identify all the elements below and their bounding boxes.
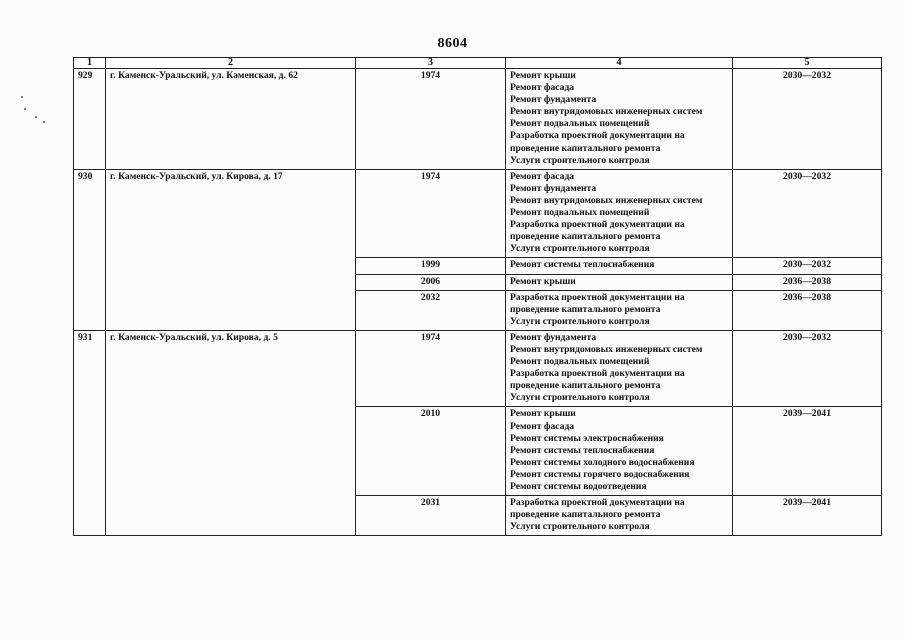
year-cell: 2006 <box>356 274 506 290</box>
work-item: Ремонт фасада <box>510 82 575 94</box>
table-row <box>74 69 882 170</box>
building-address: г. Каменск-Уральский, ул. Каменская, д. 62 <box>106 69 356 170</box>
works-cell <box>506 407 733 496</box>
work-item: Ремонт подвальных помещений <box>510 356 650 368</box>
works-cell <box>506 330 733 407</box>
work-item: Разработка проектной документации на <box>510 497 685 509</box>
period-cell: 2036—2038 <box>733 290 882 330</box>
column-header: 2 <box>106 58 356 69</box>
work-item: Ремонт фундамента <box>510 331 597 343</box>
year-cell: 2031 <box>356 496 506 536</box>
work-item: Ремонт системы холодного водоснабжения <box>510 456 695 468</box>
column-header: 5 <box>733 58 882 69</box>
work-item: Ремонт крыши <box>510 408 576 420</box>
building-address: г. Каменск-Уральский, ул. Кирова, д. 17 <box>106 169 356 330</box>
year-cell: 1999 <box>356 258 506 274</box>
works-cell <box>506 290 733 330</box>
year-cell: 1974 <box>356 169 506 258</box>
works-cell <box>506 258 733 274</box>
work-item: Услуги строительного контроля <box>510 315 650 327</box>
scan-speck <box>43 121 45 123</box>
work-item: проведение капитального ремонта <box>510 142 661 154</box>
row-number: 931 <box>74 330 106 536</box>
works-cell <box>506 496 733 536</box>
period-cell: 2039—2041 <box>733 496 882 536</box>
work-item: Ремонт фундамента <box>510 94 597 106</box>
work-item: Ремонт системы горячего водоснабжения <box>510 468 690 480</box>
work-item: Ремонт системы теплоснабжения <box>510 259 655 271</box>
work-item: Ремонт внутридомовых инженерных систем <box>510 106 703 118</box>
period-cell: 2030—2032 <box>733 169 882 258</box>
table-body <box>74 69 882 536</box>
work-item: Услуги строительного контроля <box>510 154 650 166</box>
work-item: Разработка проектной документации на <box>510 368 685 380</box>
work-item: Услуги строительного контроля <box>510 392 650 404</box>
year-cell: 1974 <box>356 69 506 170</box>
work-item: проведение капитального ремонта <box>510 380 661 392</box>
work-item: Ремонт внутридомовых инженерных систем <box>510 343 703 355</box>
row-number: 929 <box>74 69 106 170</box>
column-number-row <box>74 58 882 69</box>
work-item: Ремонт внутридомовых инженерных систем <box>510 194 703 206</box>
work-item: Ремонт крыши <box>510 70 576 81</box>
period-cell: 2030—2032 <box>733 258 882 274</box>
scan-speck <box>35 116 37 118</box>
repair-schedule-table <box>73 57 882 536</box>
works-cell <box>506 274 733 290</box>
period-cell: 2036—2038 <box>733 274 882 290</box>
work-item: Разработка проектной документации на <box>510 219 685 231</box>
period-cell: 2030—2032 <box>733 69 882 170</box>
work-item: Ремонт фундамента <box>510 182 597 194</box>
work-item: Ремонт крыши <box>510 275 576 287</box>
table-row <box>74 169 882 258</box>
work-item: Ремонт системы электроснабжения <box>510 432 664 444</box>
work-item: проведение капитального ремонта <box>510 303 661 315</box>
scan-speck <box>21 96 23 98</box>
work-item: Ремонт подвальных помещений <box>510 118 650 130</box>
work-item: Ремонт системы водоотведения <box>510 481 647 492</box>
column-header: 3 <box>356 58 506 69</box>
work-item: проведение капитального ремонта <box>510 231 661 243</box>
work-item: Разработка проектной документации на <box>510 130 685 142</box>
work-item: Услуги строительного контроля <box>510 243 650 255</box>
work-item: Разработка проектной документации на <box>510 291 685 303</box>
period-cell: 2039—2041 <box>733 407 882 496</box>
work-item: Ремонт системы теплоснабжения <box>510 444 655 456</box>
column-header: 1 <box>74 58 106 69</box>
work-item: Ремонт фасада <box>510 420 575 432</box>
work-item: проведение капитального ремонта <box>510 509 661 521</box>
year-cell: 1974 <box>356 330 506 407</box>
scan-speck <box>24 108 26 110</box>
work-item: Ремонт фасада <box>510 170 575 182</box>
column-header: 4 <box>506 58 733 69</box>
row-number: 930 <box>74 169 106 330</box>
work-item: Ремонт подвальных помещений <box>510 207 650 219</box>
page-number: 8604 <box>437 36 468 51</box>
works-cell <box>506 169 733 258</box>
year-cell: 2010 <box>356 407 506 496</box>
building-address: г. Каменск-Уральский, ул. Кирова, д. 5 <box>106 330 356 536</box>
table-row <box>74 330 882 407</box>
works-cell <box>506 69 733 170</box>
year-cell: 2032 <box>356 290 506 330</box>
period-cell: 2030—2032 <box>733 330 882 407</box>
work-item: Услуги строительного контроля <box>510 521 650 533</box>
